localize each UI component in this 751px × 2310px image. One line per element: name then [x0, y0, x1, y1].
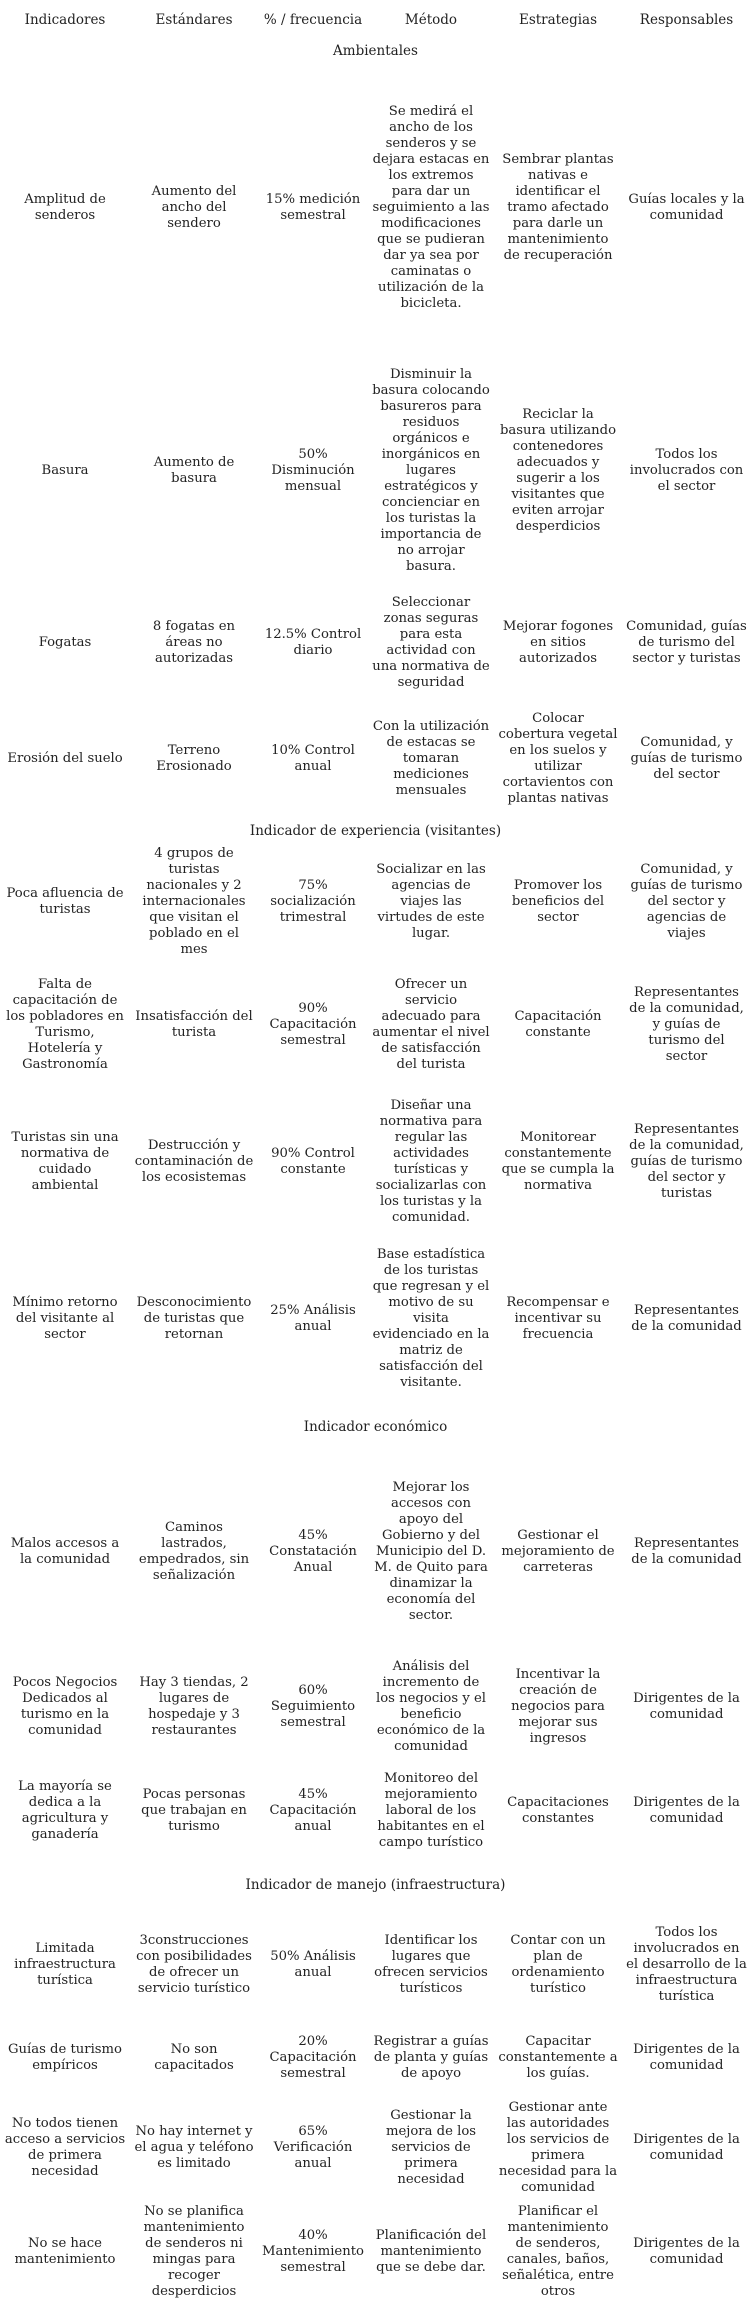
header-estrategias: Estrategias [518, 12, 598, 28]
cell-estandar: 4 grupos de turistas nacionales y 2 internacionales que visitan el poblado en el mes [142, 846, 246, 957]
cell-responsable: Todos los involucrados en el desarrollo de la infraestructura turística [626, 1925, 747, 2004]
header-responsables: Responsables [639, 12, 734, 28]
cell-estandar: Aumento del ancho del sendero [151, 183, 237, 231]
section-row [0, 1402, 751, 1452]
section-row [0, 40, 751, 62]
header-metodo: Método [404, 12, 458, 28]
cell-frecuencia: 50% Disminución mensual [271, 446, 355, 494]
cell-estrategia: Incentivar la creación de negocios para mejorar sus ingresos [511, 1667, 605, 1746]
cell-estandar: Insatisfacción del turista [135, 1009, 253, 1040]
cell-metodo: Con la utilización de estacas se tomaran mediciones mensuales [372, 719, 490, 798]
cell-metodo: Ofrecer un servicio adecuado para aumentar el nivel de satisfacción del turista [372, 977, 490, 1072]
table-row [0, 1652, 751, 1762]
cell-responsable: Comunidad, y guías de turismo del sector y agencias de viajes [630, 862, 743, 941]
cell-estandar: 3construcciones con posibilidades de ofrecer un servicio turístico [136, 1933, 252, 1996]
cell-frecuencia: 45% Capacitación anual [269, 1787, 357, 1834]
cell-metodo: Identificar los lugares que ofrecen servicios turísticos [374, 1933, 488, 1996]
cell-indicador: Limitada infraestructura turística [14, 1941, 116, 1988]
cell-responsable: Guías locales y la comunidad [628, 191, 745, 223]
cell-frecuencia: 60% Seguimiento semestral [270, 1683, 356, 1730]
cell-estrategia: Gestionar el mejoramiento de carreteras [501, 1528, 615, 1575]
cell-responsable: Dirigentes de la comunidad [633, 2132, 740, 2163]
cell-estandar: Destrucción y contaminación de los ecosistemas [134, 1138, 254, 1185]
table-row [0, 353, 751, 588]
cell-frecuencia: 40% Mantenimiento semestral [262, 2228, 364, 2275]
header-estandares: Estándares [155, 12, 233, 28]
cell-indicador: Mínimo retorno del visitante al sector [12, 1295, 118, 1342]
section-title-manejo: Indicador de manejo (infraestructura) [245, 1877, 506, 1893]
cell-metodo: Registrar a guías de planta y guías de apoyo [373, 2034, 489, 2081]
cell-indicador: Guías de turismo empíricos [7, 2042, 123, 2073]
cell-estandar: Aumento de basura [153, 454, 235, 486]
table-row [0, 1236, 751, 1402]
table-row [0, 698, 751, 820]
header-indicadores: Indicadores [24, 12, 106, 28]
cell-indicador: Falta de capacitación de los pobladores en Turismo, Hotelería y Gastronomía [6, 977, 124, 1072]
cell-estandar: Caminos lastrados, empedrados, sin señalización [138, 1520, 250, 1583]
cell-indicador: Basura [41, 462, 89, 478]
section-title-ambientales: Ambientales [333, 43, 418, 59]
cell-frecuencia: 10% Control anual [271, 743, 355, 774]
table-row [0, 2020, 751, 2096]
table-row [0, 1910, 751, 2020]
cell-frecuencia: 50% Análisis anual [270, 1949, 356, 1980]
table-row [0, 1088, 751, 1236]
cell-estrategia: Planificar el mantenimiento de senderos, canales, baños, señalética, entre otros [502, 2204, 614, 2299]
cell-estrategia: Capacitar constantemente a los guías. [498, 2034, 618, 2081]
cell-responsable: Dirigentes de la comunidad [633, 2236, 740, 2267]
cell-metodo: Se medirá el ancho de los senderos y se dejara estacas en los extremos para dar un seguimiento a las modificaciones que se pudieran dar ya sea por caminatas o utilización de la bicicleta. [372, 103, 490, 311]
cell-estrategia: Contar con un plan de ordenamiento turístico [510, 1933, 606, 1996]
cell-metodo: Seleccionar zonas seguras para esta actividad con una normativa de seguridad [372, 595, 490, 690]
cell-responsable: Todos los involucrados con el sector [629, 446, 744, 494]
cell-estrategia: Gestionar ante las autoridades los servicios de primera necesidad para la comunidad [498, 2100, 618, 2195]
cell-estrategia: Capacitación constante [514, 1009, 602, 1040]
header-row [0, 0, 751, 40]
cell-frecuencia: 90% Control constante [271, 1146, 355, 1177]
cell-frecuencia: 90% Capacitación semestral [269, 1001, 357, 1048]
section-title-economico: Indicador económico [303, 1419, 448, 1435]
cell-frecuencia: 25% Análisis anual [270, 1303, 356, 1334]
cell-frecuencia: 12.5% Control diario [264, 627, 362, 658]
cell-metodo: Análisis del incremento de los negocios y el beneficio económico de la comunidad [376, 1659, 486, 1754]
cell-metodo: Planificación del mantenimiento que se debe dar. [375, 2228, 487, 2275]
cell-indicador: No todos tienen acceso a servicios de primera necesidad [4, 2116, 126, 2179]
table-row [0, 1452, 751, 1652]
section-row [0, 1860, 751, 1910]
table-row [0, 62, 751, 353]
table-row [0, 962, 751, 1088]
cell-frecuencia: 20% Capacitación semestral [269, 2034, 357, 2081]
cell-responsable: Comunidad, guías de turismo del sector y turistas [626, 619, 747, 666]
cell-metodo: Diseñar una normativa para regular las actividades turísticas y socializarlas con los turistas y la comunidad. [375, 1098, 487, 1225]
cell-responsable: Representantes de la comunidad, guías de turismo del sector y turistas [629, 1122, 744, 1201]
cell-metodo: Base estadística de los turistas que regresan y el motivo de su visita evidenciado en la matriz de satisfacción del visitante. [372, 1247, 490, 1390]
cell-responsable: Comunidad, y guías de turismo del sector [630, 735, 743, 782]
cell-estrategia: Monitorear constantemente que se cumpla la normativa [501, 1130, 615, 1193]
cell-estandar: No hay internet y el agua y teléfono es limitado [134, 2124, 254, 2171]
cell-metodo: Socializar en las agencias de viajes las virtudes de este lugar. [376, 862, 486, 941]
cell-estandar: Terreno Erosionado [156, 743, 232, 774]
cell-indicador: Turistas sin una normativa de cuidado ambiental [11, 1130, 119, 1193]
cell-metodo: Monitoreo del mejoramiento laboral de los habitantes en el campo turístico [377, 1771, 485, 1850]
cell-metodo: Gestionar la mejora de los servicios de primera necesidad [385, 2108, 477, 2187]
cell-estandar: No son capacitados [154, 2042, 234, 2073]
cell-responsable: Dirigentes de la comunidad [633, 1795, 740, 1826]
cell-indicador: Poca afluencia de turistas [6, 886, 124, 917]
table-row [0, 2096, 751, 2200]
cell-indicador: La mayoría se dedica a la agricultura y ganadería [18, 1779, 112, 1842]
cell-frecuencia: 75% socialización trimestral [270, 878, 356, 925]
cell-estrategia: Reciclar la basura utilizando contenedores adecuados y sugerir a los visitantes que eviten arrojar desperdicios [499, 406, 617, 534]
cell-frecuencia: 15% medición semestral [265, 191, 361, 223]
cell-responsable: Representantes de la comunidad [631, 1303, 742, 1334]
cell-metodo: Mejorar los accesos con apoyo del Gobierno y del Municipio del D. M. de Quito para dinamizar la economía del sector. [374, 1480, 488, 1623]
cell-indicador: Fogatas [38, 635, 92, 650]
cell-responsable: Representantes de la comunidad [631, 1536, 742, 1567]
cell-metodo: Disminuir la basura colocando basureros para residuos orgánicos e inorgánicos en lugares estratégicos y concienciar en los turistas la importancia de no arrojar basura. [372, 366, 490, 574]
cell-responsable: Dirigentes de la comunidad [633, 1691, 740, 1722]
table-row [0, 1762, 751, 1860]
cell-estandar: Desconocimiento de turistas que retornan [136, 1295, 252, 1342]
cell-estandar: Hay 3 tiendas, 2 lugares de hospedaje y 3 restaurantes [139, 1675, 249, 1738]
cell-indicador: Amplitud de senderos [24, 191, 106, 223]
section-row [0, 820, 751, 842]
cell-estrategia: Colocar cobertura vegetal en los suelos y utilizar cortavientos con plantas nativas [498, 711, 618, 806]
cell-estandar: No se planifica mantenimiento de senderos ni mingas para recoger desperdicios [143, 2204, 245, 2299]
table-row [0, 588, 751, 698]
cell-estrategia: Capacitaciones constantes [507, 1795, 609, 1826]
cell-estrategia: Sembrar plantas nativas e identificar el tramo afectado para darle un mantenimiento de recuperación [502, 151, 614, 263]
cell-estrategia: Promover los beneficios del sector [511, 878, 605, 925]
cell-estrategia: Mejorar fogones en sitios autorizados [502, 619, 614, 666]
table-row [0, 2200, 751, 2304]
cell-indicador: Pocos Negocios Dedicados al turismo en la comunidad [12, 1675, 118, 1738]
cell-indicador: Erosión del suelo [7, 751, 123, 766]
table-row [0, 842, 751, 962]
cell-responsable: Representantes de la comunidad, y guías de turismo del sector [629, 985, 744, 1064]
cell-frecuencia: 65% Verificación anual [273, 2124, 353, 2171]
cell-estandar: Pocas personas que trabajan en turismo [141, 1787, 247, 1834]
cell-indicador: Malos accesos a la comunidad [10, 1536, 120, 1567]
cell-estrategia: Recompensar e incentivar su frecuencia [506, 1295, 610, 1342]
cell-indicador: No se hace mantenimiento [14, 2236, 116, 2267]
cell-estandar: 8 fogatas en áreas no autorizadas [152, 619, 236, 666]
cell-frecuencia: 45% Constatación Anual [269, 1528, 357, 1575]
section-title-experiencia: Indicador de experiencia (visitantes) [249, 823, 502, 839]
header-frecuencia: % / frecuencia [263, 12, 363, 28]
cell-responsable: Dirigentes de la comunidad [633, 2042, 740, 2073]
